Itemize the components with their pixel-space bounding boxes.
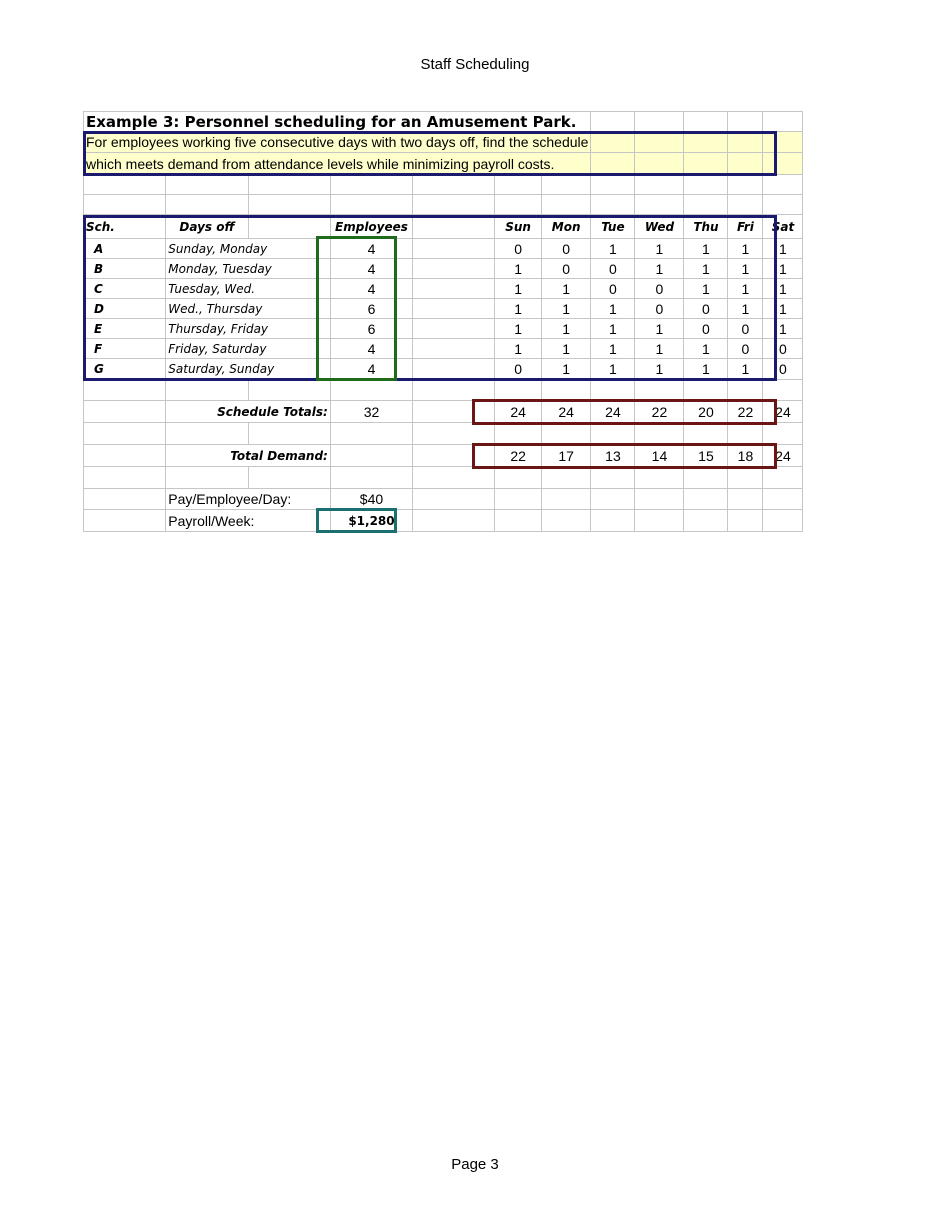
- empty-cell[interactable]: [684, 467, 728, 489]
- day-flag-cell[interactable]: 1: [728, 279, 763, 299]
- empty-cell[interactable]: [635, 195, 684, 215]
- empty-cell[interactable]: [591, 489, 635, 510]
- empty-cell[interactable]: [413, 445, 495, 467]
- empty-cell[interactable]: [330, 423, 412, 445]
- empty-cell[interactable]: [330, 380, 412, 401]
- day-flag-cell[interactable]: 1: [728, 359, 763, 380]
- page-footer: Page 3: [451, 1156, 499, 1173]
- days-off-cell[interactable]: Thursday, Friday: [166, 319, 331, 339]
- day-flag-cell[interactable]: 1: [495, 299, 541, 319]
- day-flag-cell[interactable]: 0: [684, 299, 728, 319]
- day-flag-cell[interactable]: 1: [541, 279, 591, 299]
- empty-cell[interactable]: [495, 510, 541, 532]
- payroll-label[interactable]: Payroll/Week:: [166, 510, 331, 532]
- empty-cell[interactable]: [684, 153, 728, 175]
- empty-cell[interactable]: [591, 153, 635, 175]
- day-flag-cell[interactable]: 1: [541, 359, 591, 380]
- empty-cell[interactable]: [495, 175, 541, 195]
- description-row: [84, 132, 803, 153]
- empty-cell[interactable]: [84, 175, 166, 195]
- schedule-totals-label[interactable]: Schedule Totals:: [166, 401, 331, 423]
- empty-cell[interactable]: [541, 195, 591, 215]
- empty-cell[interactable]: [591, 112, 635, 132]
- day-flag-cell[interactable]: 1: [635, 319, 684, 339]
- schedule-row: [84, 359, 803, 380]
- day-flag-cell[interactable]: 1: [728, 259, 763, 279]
- page-header: Staff Scheduling: [420, 56, 530, 73]
- empty-cell[interactable]: [166, 467, 248, 489]
- empty-cell[interactable]: [248, 467, 330, 489]
- day-flag-cell[interactable]: 1: [495, 339, 541, 359]
- empty-cell[interactable]: [635, 153, 684, 175]
- empty-cell[interactable]: [413, 510, 495, 532]
- empty-cell[interactable]: [413, 239, 495, 259]
- empty-cell[interactable]: [413, 279, 495, 299]
- empty-cell[interactable]: [684, 380, 728, 401]
- empty-cell[interactable]: [248, 380, 330, 401]
- days-off-cell[interactable]: Sunday, Monday: [166, 239, 331, 259]
- header-day[interactable]: Fri: [728, 215, 763, 239]
- header-employees[interactable]: Employees: [330, 215, 412, 239]
- schedule-row: [84, 239, 803, 259]
- day-total-cell[interactable]: 24: [541, 401, 591, 423]
- day-total-cell[interactable]: 22: [728, 401, 763, 423]
- empty-cell[interactable]: [684, 489, 728, 510]
- demand-row: [84, 445, 803, 467]
- day-demand-cell[interactable]: 22: [495, 445, 541, 467]
- empty-cell[interactable]: [635, 380, 684, 401]
- empty-cell[interactable]: [728, 153, 763, 175]
- day-flag-cell[interactable]: 1: [684, 279, 728, 299]
- empty-cell[interactable]: [413, 299, 495, 319]
- empty-cell[interactable]: [413, 339, 495, 359]
- empty-cell[interactable]: [728, 380, 763, 401]
- day-flag-cell[interactable]: 1: [591, 359, 635, 380]
- day-flag-cell[interactable]: 1: [684, 359, 728, 380]
- total-demand-label[interactable]: Total Demand:: [166, 445, 331, 467]
- employees-input[interactable]: 6: [330, 299, 412, 319]
- header-day[interactable]: Sun: [495, 215, 541, 239]
- spreadsheet: [83, 111, 803, 532]
- empty-cell[interactable]: [684, 510, 728, 532]
- blank-row: [84, 175, 803, 195]
- header-row: [84, 215, 803, 239]
- empty-cell[interactable]: [763, 380, 803, 401]
- totals-row: [84, 401, 803, 423]
- schedule-row: [84, 279, 803, 299]
- empty-cell[interactable]: [591, 195, 635, 215]
- empty-cell[interactable]: [413, 259, 495, 279]
- empty-cell[interactable]: [591, 510, 635, 532]
- day-flag-cell[interactable]: 0: [495, 359, 541, 380]
- employees-input[interactable]: 4: [330, 239, 412, 259]
- empty-cell[interactable]: [541, 489, 591, 510]
- empty-cell[interactable]: [728, 467, 763, 489]
- day-demand-cell[interactable]: 18: [728, 445, 763, 467]
- empty-cell[interactable]: [763, 153, 803, 175]
- description-line[interactable]: which meets demand from attendance levels while minimizing payroll costs.: [84, 153, 591, 175]
- empty-cell[interactable]: [541, 510, 591, 532]
- empty-cell[interactable]: [541, 467, 591, 489]
- employees-input[interactable]: 4: [330, 339, 412, 359]
- day-flag-cell[interactable]: 1: [635, 359, 684, 380]
- schedule-id[interactable]: D: [84, 299, 166, 319]
- header-days-off[interactable]: Days off: [166, 215, 248, 239]
- employees-total[interactable]: 32: [330, 401, 412, 423]
- empty-cell[interactable]: [84, 445, 166, 467]
- empty-cell[interactable]: [591, 132, 635, 153]
- empty-cell[interactable]: [330, 445, 412, 467]
- empty-cell[interactable]: [541, 423, 591, 445]
- empty-cell[interactable]: [84, 195, 166, 215]
- empty-cell[interactable]: [166, 175, 248, 195]
- days-off-cell[interactable]: Tuesday, Wed.: [166, 279, 331, 299]
- empty-cell[interactable]: [728, 132, 763, 153]
- day-flag-cell[interactable]: 0: [635, 279, 684, 299]
- empty-cell[interactable]: [684, 195, 728, 215]
- sheet-title[interactable]: Example 3: Personnel scheduling for an Amusement Park.: [84, 112, 591, 132]
- empty-cell[interactable]: [635, 467, 684, 489]
- empty-cell[interactable]: [413, 175, 495, 195]
- empty-cell[interactable]: [495, 195, 541, 215]
- empty-cell[interactable]: [248, 195, 330, 215]
- empty-cell[interactable]: [763, 467, 803, 489]
- empty-cell[interactable]: [495, 423, 541, 445]
- empty-cell[interactable]: [591, 175, 635, 195]
- empty-cell[interactable]: [413, 380, 495, 401]
- schedule-id[interactable]: C: [84, 279, 166, 299]
- empty-cell[interactable]: [591, 380, 635, 401]
- day-flag-cell[interactable]: 0: [728, 339, 763, 359]
- empty-cell[interactable]: [413, 423, 495, 445]
- days-off-cell[interactable]: Friday, Saturday: [166, 339, 331, 359]
- empty-cell[interactable]: [166, 380, 248, 401]
- day-demand-cell[interactable]: 17: [541, 445, 591, 467]
- empty-cell[interactable]: [413, 467, 495, 489]
- day-flag-cell[interactable]: 1: [684, 339, 728, 359]
- day-flag-cell[interactable]: 1: [763, 239, 803, 259]
- empty-cell[interactable]: [330, 195, 412, 215]
- day-flag-cell[interactable]: 1: [591, 339, 635, 359]
- empty-cell[interactable]: [728, 195, 763, 215]
- empty-cell[interactable]: [413, 195, 495, 215]
- day-flag-cell[interactable]: 0: [728, 319, 763, 339]
- day-flag-cell[interactable]: 1: [591, 239, 635, 259]
- empty-cell[interactable]: [495, 467, 541, 489]
- empty-cell[interactable]: [763, 195, 803, 215]
- employees-input[interactable]: 4: [330, 259, 412, 279]
- header-day[interactable]: Thu: [684, 215, 728, 239]
- pay-label[interactable]: Pay/Employee/Day:: [166, 489, 331, 510]
- day-total-cell[interactable]: 24: [591, 401, 635, 423]
- day-demand-cell[interactable]: 15: [684, 445, 728, 467]
- day-flag-cell[interactable]: 0: [635, 299, 684, 319]
- empty-cell[interactable]: [684, 423, 728, 445]
- day-total-cell[interactable]: 24: [763, 401, 803, 423]
- schedule-row: [84, 299, 803, 319]
- day-flag-cell[interactable]: 0: [541, 239, 591, 259]
- empty-cell[interactable]: [763, 423, 803, 445]
- day-flag-cell[interactable]: 0: [541, 259, 591, 279]
- days-off-cell[interactable]: Wed., Thursday: [166, 299, 331, 319]
- day-flag-cell[interactable]: 0: [763, 359, 803, 380]
- empty-cell[interactable]: [495, 380, 541, 401]
- header-day[interactable]: Sat: [763, 215, 803, 239]
- schedule-id[interactable]: F: [84, 339, 166, 359]
- empty-cell[interactable]: [330, 175, 412, 195]
- payroll-row: [84, 510, 803, 532]
- header-day[interactable]: Tue: [591, 215, 635, 239]
- empty-cell[interactable]: [728, 423, 763, 445]
- employees-input[interactable]: 4: [330, 359, 412, 380]
- header-sch[interactable]: Sch.: [84, 215, 166, 239]
- schedule-id[interactable]: G: [84, 359, 166, 380]
- empty-cell[interactable]: [684, 132, 728, 153]
- empty-cell[interactable]: [541, 380, 591, 401]
- day-flag-cell[interactable]: 0: [684, 319, 728, 339]
- blank-row: [84, 467, 803, 489]
- day-flag-cell[interactable]: 0: [591, 259, 635, 279]
- empty-cell[interactable]: [728, 175, 763, 195]
- empty-cell[interactable]: [763, 112, 803, 132]
- empty-cell[interactable]: [728, 489, 763, 510]
- empty-cell[interactable]: [84, 401, 166, 423]
- schedule-id[interactable]: A: [84, 239, 166, 259]
- schedule-id[interactable]: E: [84, 319, 166, 339]
- day-flag-cell[interactable]: 1: [728, 299, 763, 319]
- empty-cell[interactable]: [248, 215, 330, 239]
- schedule-row: [84, 319, 803, 339]
- day-total-cell[interactable]: 22: [635, 401, 684, 423]
- header-day[interactable]: Mon: [541, 215, 591, 239]
- day-total-cell[interactable]: 20: [684, 401, 728, 423]
- empty-cell[interactable]: [330, 467, 412, 489]
- day-flag-cell[interactable]: 0: [495, 239, 541, 259]
- pay-row: [84, 489, 803, 510]
- empty-cell[interactable]: [763, 510, 803, 532]
- day-flag-cell[interactable]: 1: [495, 279, 541, 299]
- day-flag-cell[interactable]: 0: [591, 279, 635, 299]
- empty-cell[interactable]: [635, 132, 684, 153]
- empty-cell[interactable]: [413, 215, 495, 239]
- day-flag-cell[interactable]: 1: [763, 279, 803, 299]
- day-flag-cell[interactable]: 0: [763, 339, 803, 359]
- description-row: [84, 153, 803, 175]
- empty-cell[interactable]: [635, 112, 684, 132]
- empty-cell[interactable]: [728, 510, 763, 532]
- empty-cell[interactable]: [635, 489, 684, 510]
- schedule-row: [84, 339, 803, 359]
- blank-row: [84, 380, 803, 401]
- pay-value[interactable]: $40: [330, 489, 412, 510]
- day-flag-cell[interactable]: 1: [541, 339, 591, 359]
- empty-cell[interactable]: [84, 467, 166, 489]
- day-flag-cell[interactable]: 1: [684, 259, 728, 279]
- day-flag-cell[interactable]: 1: [541, 319, 591, 339]
- day-flag-cell[interactable]: 1: [635, 259, 684, 279]
- empty-cell[interactable]: [248, 423, 330, 445]
- empty-cell[interactable]: [413, 401, 495, 423]
- empty-cell[interactable]: [763, 175, 803, 195]
- empty-cell[interactable]: [166, 423, 248, 445]
- empty-cell[interactable]: [541, 175, 591, 195]
- employees-input[interactable]: 6: [330, 319, 412, 339]
- empty-cell[interactable]: [495, 489, 541, 510]
- day-flag-cell[interactable]: 1: [495, 259, 541, 279]
- blank-row: [84, 195, 803, 215]
- day-total-cell[interactable]: 24: [495, 401, 541, 423]
- empty-cell[interactable]: [763, 132, 803, 153]
- empty-cell[interactable]: [413, 359, 495, 380]
- empty-cell[interactable]: [635, 423, 684, 445]
- day-flag-cell[interactable]: 1: [763, 319, 803, 339]
- employees-input[interactable]: 4: [330, 279, 412, 299]
- day-flag-cell[interactable]: 1: [763, 299, 803, 319]
- day-flag-cell[interactable]: 1: [591, 319, 635, 339]
- empty-cell[interactable]: [84, 380, 166, 401]
- empty-cell[interactable]: [84, 423, 166, 445]
- day-demand-cell[interactable]: 13: [591, 445, 635, 467]
- day-flag-cell[interactable]: 1: [763, 259, 803, 279]
- day-flag-cell[interactable]: 1: [541, 299, 591, 319]
- empty-cell[interactable]: [635, 175, 684, 195]
- title-row: [84, 112, 803, 132]
- empty-cell[interactable]: [684, 112, 728, 132]
- day-flag-cell[interactable]: 1: [728, 239, 763, 259]
- day-demand-cell[interactable]: 24: [763, 445, 803, 467]
- schedule-grid: [83, 111, 803, 532]
- empty-cell[interactable]: [635, 510, 684, 532]
- day-flag-cell[interactable]: 1: [684, 239, 728, 259]
- empty-cell[interactable]: [728, 112, 763, 132]
- empty-cell[interactable]: [591, 423, 635, 445]
- empty-cell[interactable]: [84, 510, 166, 532]
- empty-cell[interactable]: [84, 489, 166, 510]
- empty-cell[interactable]: [248, 175, 330, 195]
- empty-cell[interactable]: [591, 467, 635, 489]
- header-day[interactable]: Wed: [635, 215, 684, 239]
- payroll-value[interactable]: $1,280: [330, 510, 412, 532]
- days-off-cell[interactable]: Saturday, Sunday: [166, 359, 331, 380]
- empty-cell[interactable]: [684, 175, 728, 195]
- blank-row: [84, 423, 803, 445]
- empty-cell[interactable]: [166, 195, 248, 215]
- day-flag-cell[interactable]: 1: [635, 239, 684, 259]
- schedule-row: [84, 259, 803, 279]
- empty-cell[interactable]: [763, 489, 803, 510]
- empty-cell[interactable]: [413, 319, 495, 339]
- empty-cell[interactable]: [413, 489, 495, 510]
- schedule-id[interactable]: B: [84, 259, 166, 279]
- day-demand-cell[interactable]: 14: [635, 445, 684, 467]
- days-off-cell[interactable]: Monday, Tuesday: [166, 259, 331, 279]
- day-flag-cell[interactable]: 1: [635, 339, 684, 359]
- day-flag-cell[interactable]: 1: [591, 299, 635, 319]
- description-line[interactable]: For employees working five consecutive days with two days off, find the schedule: [84, 132, 591, 153]
- day-flag-cell[interactable]: 1: [495, 319, 541, 339]
